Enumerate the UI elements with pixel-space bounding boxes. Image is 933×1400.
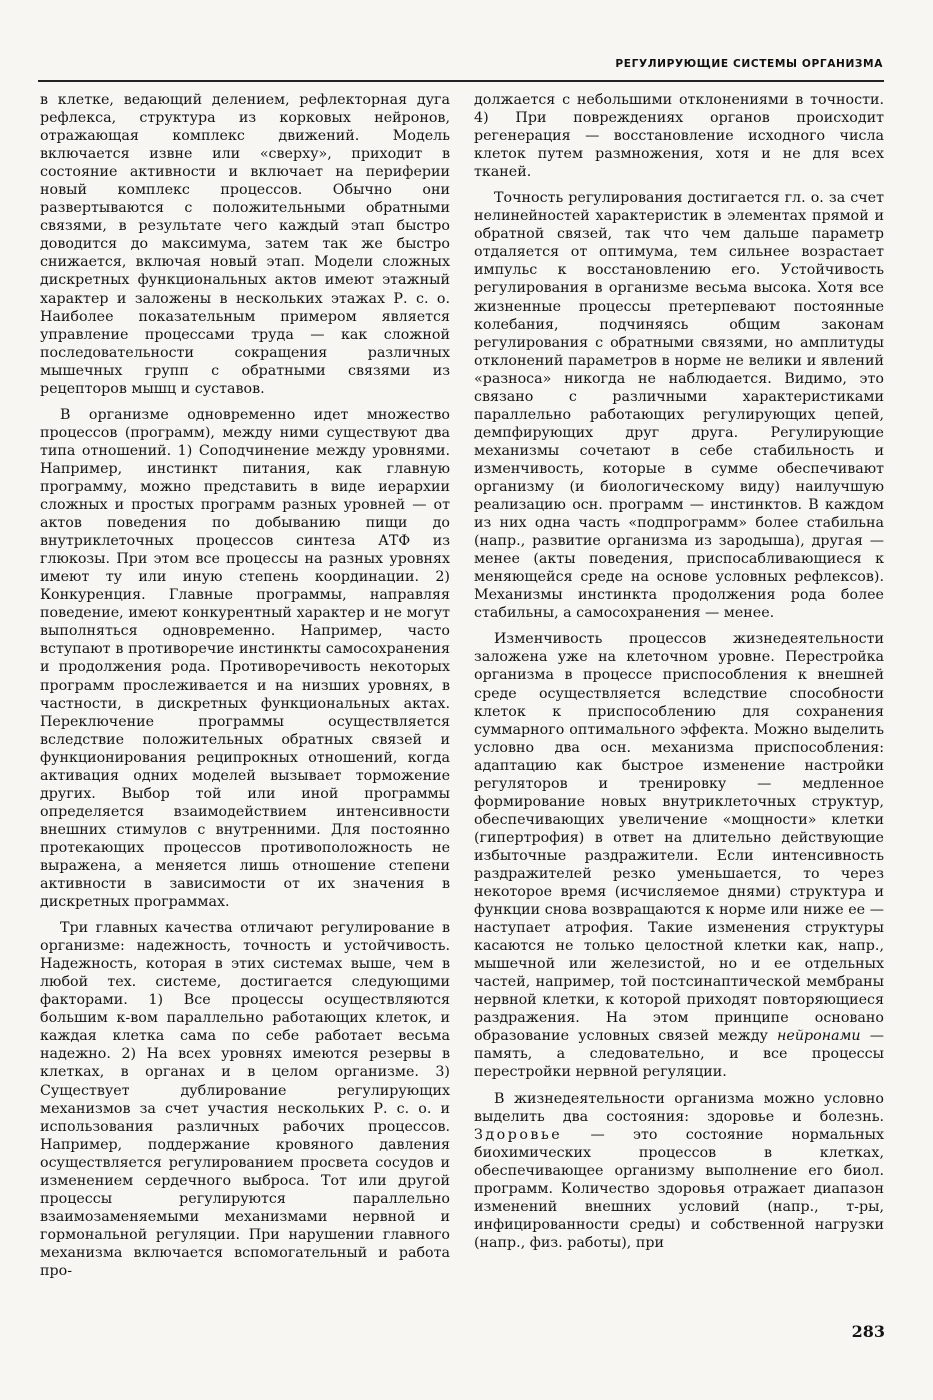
spaced-term: Здоровье: [474, 1126, 563, 1143]
paragraph-text: Изменчивость процессов жизнедеятельности заложена уже на клеточном уровне. Перестройка организма в процессе приспособления к внешней среде осуществляется вследствие способности клеток к приспособлению для сохранения суммарного оптимального эффекта. Можно выделить условно два осн. механизма приспособления: адаптацию как быстрое изменение настройки регуляторов и тренировку — медленное формирование новых внутриклеточных структур, обеспечивающих увеличение «мощности» клетки (гипертрофия) в ответ на длительно действующие избыточные раздражители. Если интенсивность раздражителей резко уменьшается, то через некоторое время (исчисляемое днями) структура и функции снова возвращаются к норме или ниже ее — наступает атрофия. Такие изменения структуры касаются не только целостной клетки как, напр., мышечной или железистой, но и ее отдельных частей, например, той постсинаптической мембраны нервной клетки, к которой приходят повторяющиеся раздражения. На этом принципе основано образование условных связей между: [474, 631, 884, 1045]
left-column: [40, 91, 450, 1280]
paragraph: Точность регулирования достигается гл. о. за счет нелинейностей характеристик в элементах прямой и обратной связей, так что чем дальше параметр отдаляется от оптимума, тем сильнее возрастает импульс к восстановлению его. Устойчивость регулирования в организме весьма высока. Хотя все жизненные процессы претерпевают постоянные колебания, подчиняясь общим законам регулирования с обратными связями, но амплитуды отклонений параметров в норме не велики и явлений «разноса» никогда не наблюдается. Видимо, это связано с различными характеристиками параллельно работающих регулирующих цепей, демпфирующих друг друга. Регулирующие механизмы сочетают в себе стабильность и изменчивость, которые в сумме обеспечивают организму (и биологическому виду) наилучшую реализацию осн. программ — инстинктов. В каждом из них одна часть «подпрограмм» более стабильна (напр., развитие организма из зародыша), другая — менее (акты поведения, приспосабливающиеся к меняющейся среде на основе условных рефлексов). Механизмы инстинкта продолжения рода более стабильны, а самосохранения — менее.: [474, 190, 884, 622]
running-title: РЕГУЛИРУЮЩИЕ СИСТЕМЫ ОРГАНИЗМА: [615, 58, 883, 70]
paragraph: в клетке, ведающий делением, рефлекторная дуга рефлекса, структура из корковых нейронов, отражающая комплекс движений. Модель включается извне или «сверху», приходит в состояние активности и включает на периферии новый комплекс процессов. Обычно они развертываются с положительными обратными связями, в результате чего каждый этап быстро доводится до максимума, затем так же быстро снижается, включая новый этап. Модели сложных дискретных функциональных актов имеют этажный характер и заложены в нескольких этажах Р. с. о. Наиболее показательным примером является управление процессами труда — как сложной последовательности сокращения различных мышечных групп с обратными связями из рецепторов мышц и суставов.: [40, 92, 450, 397]
paragraph-text: — это состояние нормальных биохимических процессов в клетках, обеспечивающее организму выполнение его биол. программ. Количество здоровья отражает диапазон изменений внешних условий (напр., т-ры, инфицированности среды) и собственной нагрузки (напр., физ. работы), при: [474, 1126, 884, 1251]
header-rule: [38, 80, 884, 82]
paragraph: [474, 1090, 884, 1252]
paragraph-text: В жизнедеятельности организма можно условно выделить два состояния: здоровье и болезнь.: [474, 1090, 884, 1125]
paragraph: Три главных качества отличают регулирование в организме: надежность, точность и устойчивость. Надежность, которая в этих системах выше, чем в любой тех. системе, достигается следующими факторами. 1) Все процессы осуществляются большим к-вом параллельно работающих клеток, и каждая клетка сама по себе работает весьма надежно. 2) На всех уровнях имеются резервы в клетках, в органах и в целом организме. 3) Существует дублирование регулирующих механизмов за счет участия нескольких Р. с. о. и использования различных рабочих процессов. Например, поддержание кровяного давления осуществляется регулированием просвета сосудов и изменением сердечного выброса. Тот или другой процессы регулируются параллельно взаимозаменяемыми механизмами нервной и гормональной регуляции. При нарушении главного механизма включается вспомогательный и работа про-: [40, 920, 450, 1279]
italic-term: нейронами: [777, 1028, 861, 1045]
paragraph: [474, 630, 884, 1081]
paragraph: В организме одновременно идет множество процессов (программ), между ними существуют два типа отношений. 1) Соподчинение между уровнями. Например, инстинкт питания, как главную программу, можно представить в виде иерархии сложных и простых программ разных уровней — от актов поведения по добыванию пищи до внутриклеточных процессов синтеза АТФ из глюкозы. При этом все процессы на разных уровнях имеют ту или иную степень координации. 2) Конкуренция. Главные программы, направляя поведение, имеют конкурентный характер и не могут выполняться одновременно. Например, часто вступают в противоречие инстинкты самосохранения и продолжения рода. Противоречивость некоторых программ прослеживается и на низших уровнях, в частности, в дискретных функциональных актах. Переключение программы осуществляется вследствие положительных обратных связей и функционирования реципрокных отношений, когда активация одних моделей вызывает торможение других. Выбор той или иной программы определяется взаимодействием интенсивности внешних стимулов с внутренними. Для постоянно протекающих процессов противоположность не выражена, а меняется лишь отношение степени активности в зависимости от их значения в дискретных программах.: [40, 406, 450, 911]
page-number: 283: [851, 1322, 885, 1341]
paragraph-text: — память, а следовательно, и все процессы перестройки нервной регуляции.: [474, 1028, 885, 1081]
right-column: [474, 91, 884, 1252]
paragraph: должается с небольшими отклонениями в точности. 4) При повреждениях органов происходит регенерация — восстановление исходного числа клеток путем размножения, хотя и не для всех тканей.: [474, 92, 884, 181]
